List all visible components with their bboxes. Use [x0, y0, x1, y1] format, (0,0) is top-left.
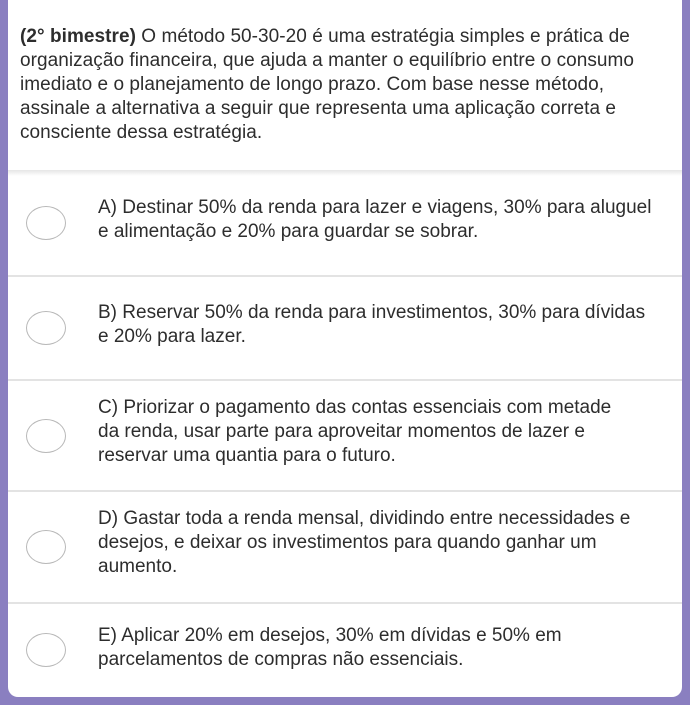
- option-d-radio-icon[interactable]: [26, 530, 66, 564]
- option-e-radio-icon[interactable]: [26, 633, 66, 667]
- option-e-text: E) Aplicar 20% em desejos, 30% em dívidas e 50% em parcelamentos de compras não essenciais.: [98, 625, 562, 670]
- option-c[interactable]: [8, 381, 682, 491]
- question-body: O método 50-30-20 é uma estratégia simples e prática de organização financeira, que ajuda a manter o equilíbrio entre o consumo imediato e o planejamento de longo prazo. Com base nesse método, assinale a alternativa a seguir que representa uma aplicação correta e consciente dessa estratégia.: [20, 26, 635, 143]
- option-b-text: B) Reservar 50% da renda para investimentos, 30% para dívidas e 20% para lazer.: [98, 302, 646, 347]
- option-a[interactable]: [8, 176, 682, 276]
- option-a-text: A) Destinar 50% da renda para lazer e viagens, 30% para aluguel e alimentação e 20% para guardar se sobrar.: [98, 197, 652, 242]
- option-a-radio-icon[interactable]: [26, 206, 66, 240]
- option-d-text: D) Gastar toda a renda mensal, dividindo entre necessidades e desejos, e deixar os investimentos para quando ganhar um aumento.: [98, 508, 631, 577]
- question-lead: (2° bimestre): [20, 26, 136, 47]
- option-b-radio-icon[interactable]: [26, 311, 66, 345]
- question-text: [20, 25, 676, 145]
- option-c-text: C) Priorizar o pagamento das contas essenciais com metade da renda, usar parte para aproveitar momentos de lazer e reservar uma quantia para o futuro.: [98, 397, 612, 466]
- option-c-radio-icon[interactable]: [26, 419, 66, 453]
- option-d[interactable]: [8, 492, 682, 603]
- option-b[interactable]: [8, 277, 682, 380]
- question-card: [8, 0, 682, 697]
- option-e[interactable]: [8, 604, 682, 697]
